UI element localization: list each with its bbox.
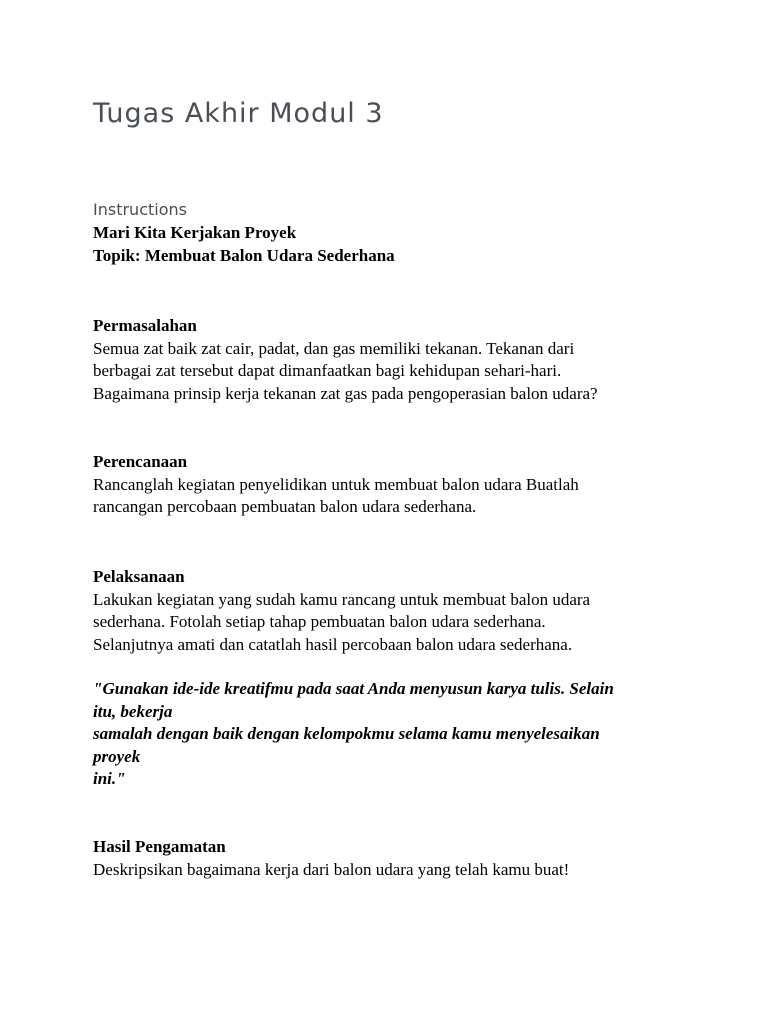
section-permasalahan	[93, 315, 693, 405]
instructions-label: Instructions	[93, 200, 187, 219]
paragraph-line: sederhana. Fotolah setiap tahap pembuatan balon udara sederhana.	[93, 612, 546, 631]
paragraph-line: Deskripsikan bagaimana kerja dari balon udara yang telah kamu buat!	[93, 859, 570, 879]
paragraph-line: Semua zat baik zat cair, padat, dan gas memiliki tekanan. Tekanan dari	[93, 338, 575, 358]
intro-topic-line: Topik: Membuat Balon Udara Sederhana	[93, 245, 395, 265]
paragraph-line: Lakukan kegiatan yang sudah kamu rancang untuk membuat balon udara	[93, 589, 591, 609]
quote-line: "Gunakan ide-ide kreatifmu pada saat Anda menyusun karya tulis. Selain	[93, 679, 614, 698]
quote-line: proyek	[93, 746, 141, 766]
quote-line: itu, bekerja	[93, 701, 173, 721]
section-heading: Hasil Pengamatan	[93, 837, 226, 856]
section-hasil-pengamatan	[93, 836, 693, 881]
page-title: Tugas Akhir Modul 3	[93, 98, 384, 129]
section-perencanaan	[93, 451, 693, 519]
paragraph-line: berbagai zat tersebut dapat dimanfaatkan bagi kehidupan sehari-hari.	[93, 361, 562, 380]
quote-line: ini."	[93, 769, 126, 788]
section-heading: Pelaksanaan	[93, 567, 185, 586]
section-heading: Perencanaan	[93, 452, 188, 471]
intro-project-line: Mari Kita Kerjakan Proyek	[93, 223, 297, 242]
section-pelaksanaan	[93, 566, 693, 656]
intro-block	[93, 222, 693, 267]
section-heading: Permasalahan	[93, 316, 197, 335]
quote-line: samalah dengan baik dengan kelompokmu selama kamu menyelesaikan	[93, 724, 600, 743]
paragraph-line: Bagaimana prinsip kerja tekanan zat gas pada pengoperasian balon udara?	[93, 383, 598, 403]
paragraph-line: rancangan percobaan pembuatan balon udara sederhana.	[93, 497, 477, 516]
paragraph-line: Selanjutnya amati dan catatlah hasil percobaan balon udara sederhana.	[93, 634, 573, 654]
paragraph-line: Rancanglah kegiatan penyelidikan untuk membuat balon udara Buatlah	[93, 474, 579, 494]
quote-block	[93, 678, 693, 791]
